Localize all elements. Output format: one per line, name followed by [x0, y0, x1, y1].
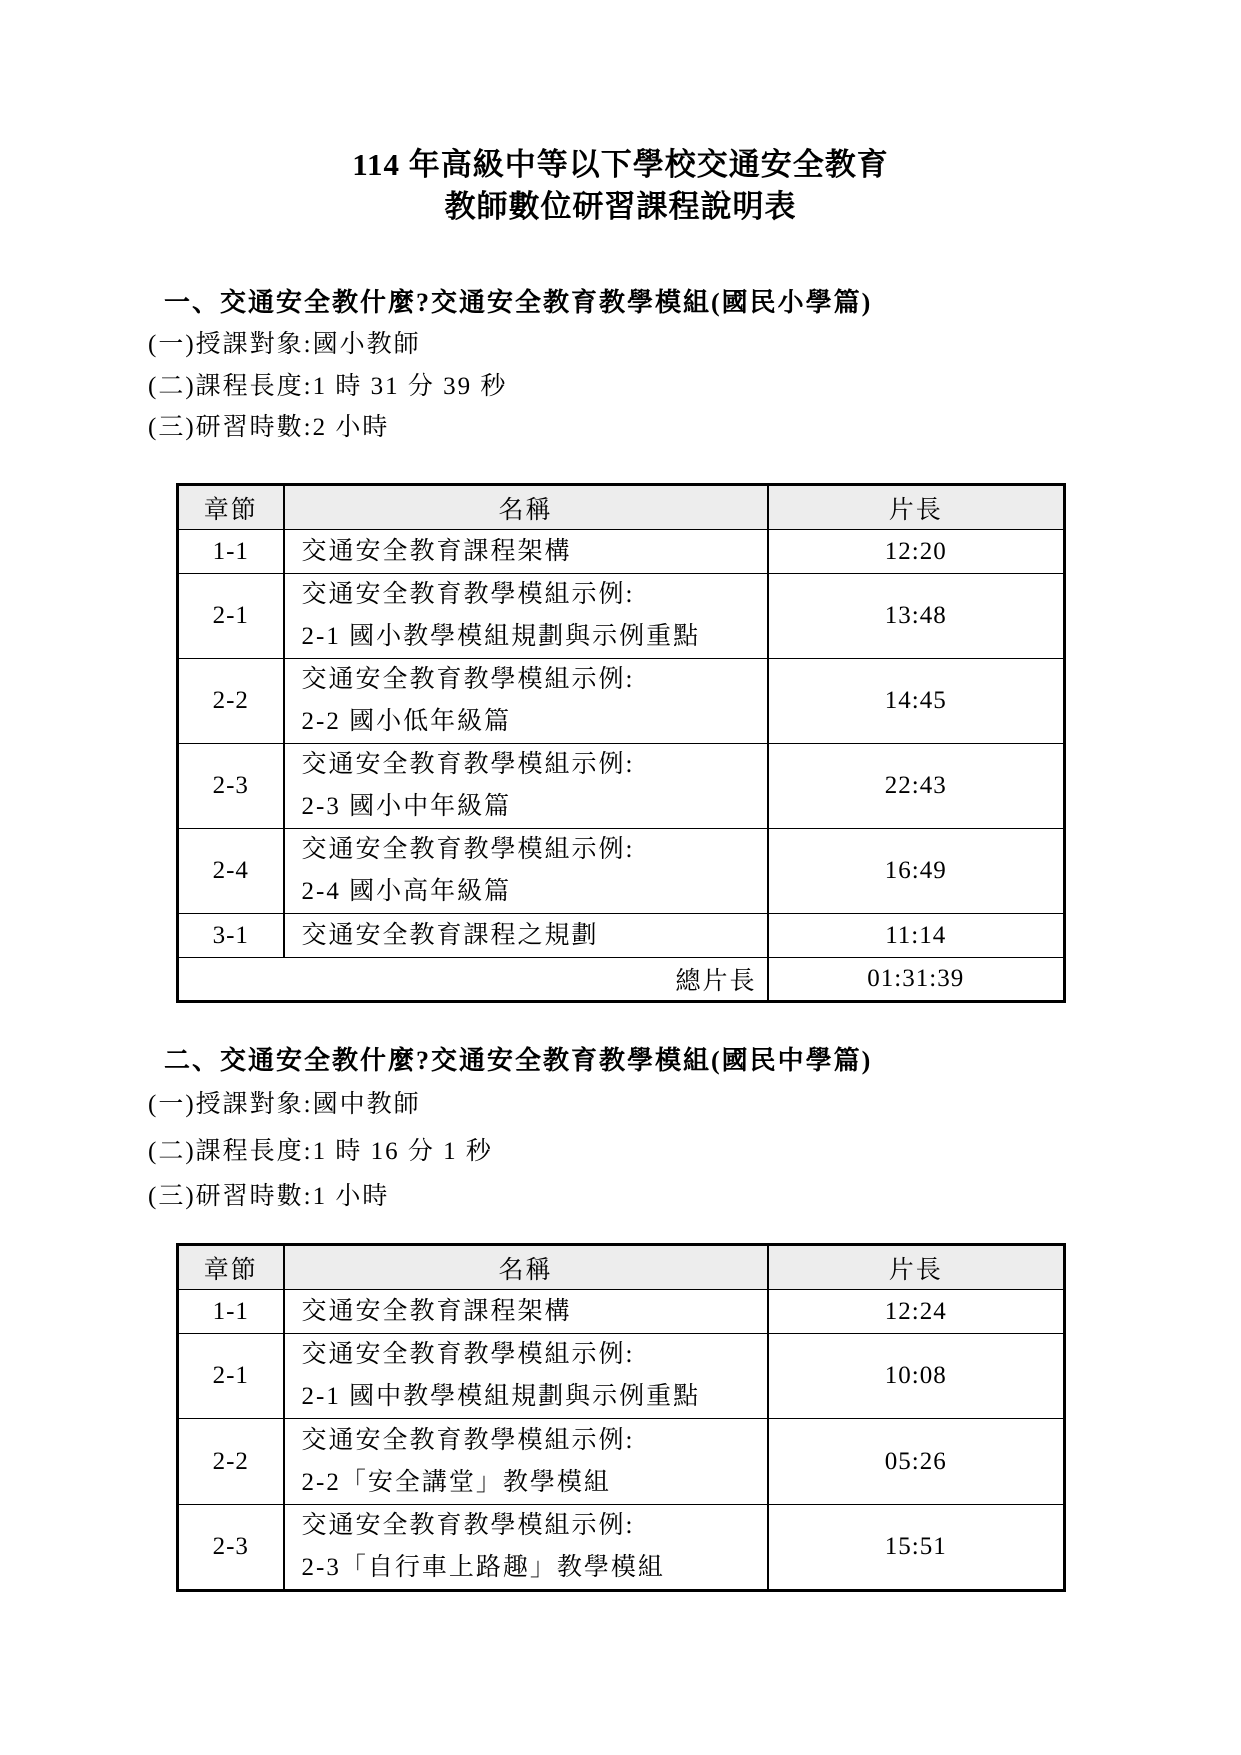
duration-cell: 16:49	[768, 829, 1065, 914]
name-line: 交通安全教育教學模組示例:	[301, 836, 635, 863]
document-title	[0, 144, 1241, 228]
header-duration: 片長	[768, 1245, 1065, 1290]
name-line: 交通安全教育課程之規劃	[301, 921, 599, 949]
section-1-item-audience: (一)授課對象:國小教師	[148, 331, 421, 358]
name-line: 交通安全教育課程架構	[301, 1297, 572, 1325]
name-line: 交通安全教育教學模組示例:	[301, 1341, 635, 1368]
section-2-item-audience: (一)授課對象:國中教師	[148, 1091, 421, 1118]
name-line: 2-3「自行車上路趣」教學模組	[301, 1554, 665, 1581]
name-line: 2-4 國小高年級篇	[301, 878, 512, 905]
total-duration-label: 總片長	[178, 958, 768, 1002]
name-cell	[284, 914, 768, 958]
name-line: 交通安全教育課程架構	[301, 537, 572, 565]
title-line-1: 114 年高級中等以下學校交通安全教育	[352, 147, 889, 182]
section-1-heading: 一、交通安全教什麼?交通安全教育教學模組(國民小學篇)	[164, 288, 873, 317]
table-row	[178, 659, 1065, 744]
header-name: 名稱	[284, 485, 768, 530]
name-cell	[284, 744, 768, 829]
name-line: 交通安全教育教學模組示例:	[301, 751, 635, 778]
table-row	[178, 914, 1065, 958]
table-row	[178, 574, 1065, 659]
chapter-cell: 2-1	[178, 1334, 284, 1419]
chapter-cell: 2-3	[178, 1505, 284, 1591]
duration-cell: 11:14	[768, 914, 1065, 958]
name-line: 2-3 國小中年級篇	[301, 793, 512, 820]
table-row	[178, 829, 1065, 914]
name-cell	[284, 829, 768, 914]
chapter-cell: 2-2	[178, 659, 284, 744]
name-cell	[284, 1505, 768, 1591]
section-2-heading: 二、交通安全教什麼?交通安全教育教學模組(國民中學篇)	[164, 1046, 873, 1075]
name-line: 2-1 國中教學模組規劃與示例重點	[301, 1383, 701, 1410]
total-duration-value: 01:31:39	[768, 958, 1065, 1002]
table-row	[178, 1334, 1065, 1419]
name-line: 交通安全教育教學模組示例:	[301, 1512, 635, 1539]
duration-cell: 12:20	[768, 530, 1065, 574]
table-row	[178, 530, 1065, 574]
course-table-elementary	[176, 483, 1066, 1003]
header-chapter: 章節	[178, 1245, 284, 1290]
section-1-item-hours: (三)研習時數:2 小時	[148, 414, 390, 441]
name-line: 交通安全教育教學模組示例:	[301, 581, 635, 608]
chapter-cell: 3-1	[178, 914, 284, 958]
chapter-cell: 2-4	[178, 829, 284, 914]
header-duration: 片長	[768, 485, 1065, 530]
duration-cell: 05:26	[768, 1419, 1065, 1505]
name-line: 交通安全教育教學模組示例:	[301, 1426, 635, 1454]
section-2-item-length: (二)課程長度:1 時 16 分 1 秒	[148, 1138, 493, 1165]
duration-cell: 14:45	[768, 659, 1065, 744]
name-cell	[284, 530, 768, 574]
duration-cell: 12:24	[768, 1290, 1065, 1334]
course-table-junior-high	[176, 1243, 1066, 1592]
name-line: 2-2「安全講堂」教學模組	[301, 1468, 611, 1496]
name-cell	[284, 1419, 768, 1505]
table-row	[178, 1505, 1065, 1591]
table-row	[178, 744, 1065, 829]
name-cell	[284, 574, 768, 659]
section-2-item-hours: (三)研習時數:1 小時	[148, 1183, 390, 1210]
duration-cell: 22:43	[768, 744, 1065, 829]
name-line: 交通安全教育教學模組示例:	[301, 666, 635, 693]
name-cell	[284, 1334, 768, 1419]
duration-cell: 13:48	[768, 574, 1065, 659]
chapter-cell: 1-1	[178, 1290, 284, 1334]
duration-cell: 10:08	[768, 1334, 1065, 1419]
header-chapter: 章節	[178, 485, 284, 530]
duration-cell: 15:51	[768, 1505, 1065, 1591]
section-1-item-length: (二)課程長度:1 時 31 分 39 秒	[148, 373, 508, 400]
table-row	[178, 1419, 1065, 1505]
table-header-row	[178, 1245, 1065, 1290]
header-name: 名稱	[284, 1245, 768, 1290]
name-line: 2-2 國小低年級篇	[301, 708, 512, 735]
name-line: 2-1 國小教學模組規劃與示例重點	[301, 623, 701, 650]
chapter-cell: 1-1	[178, 530, 284, 574]
chapter-cell: 2-1	[178, 574, 284, 659]
chapter-cell: 2-3	[178, 744, 284, 829]
name-cell	[284, 659, 768, 744]
table-header-row	[178, 485, 1065, 530]
table-footer-row	[178, 958, 1065, 1002]
title-line-2: 教師數位研習課程說明表	[444, 189, 797, 224]
name-cell	[284, 1290, 768, 1334]
table-row	[178, 1290, 1065, 1334]
chapter-cell: 2-2	[178, 1419, 284, 1505]
